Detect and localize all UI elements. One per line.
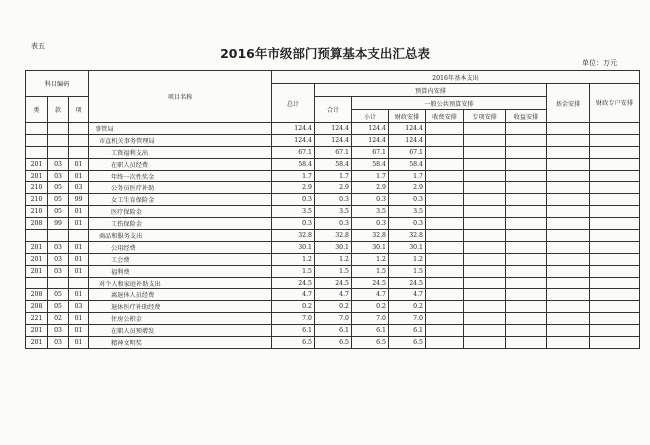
- table-row: [26, 170, 640, 182]
- cell-special: [464, 194, 506, 206]
- cell-combined-subtotal: 6.5: [315, 337, 352, 349]
- table-row: [26, 218, 640, 230]
- cell-item: 01: [69, 158, 89, 170]
- cell-section: [48, 277, 69, 289]
- cell-item: 03: [69, 182, 89, 194]
- cell-section: 03: [48, 158, 69, 170]
- cell-fiscal-special-account: [590, 325, 640, 337]
- cell-total: 67.1: [272, 146, 315, 158]
- cell-subtotal: 124.4: [352, 134, 389, 146]
- header-class: 类: [26, 97, 48, 123]
- cell-combined-subtotal: 24.5: [315, 277, 352, 289]
- cell-item: 01: [69, 206, 89, 218]
- cell-section: 03: [48, 170, 69, 182]
- cell-fiscal: 6.5: [389, 337, 426, 349]
- unit-label: 单位：万元: [582, 59, 617, 67]
- cell-special: [464, 123, 506, 135]
- cell-total: 3.5: [272, 206, 315, 218]
- table-row: [26, 289, 640, 301]
- cell-total: 1.7: [272, 170, 315, 182]
- cell-combined-subtotal: 0.3: [315, 194, 352, 206]
- cell-fund: [547, 182, 590, 194]
- cell-fund: [547, 277, 590, 289]
- table-row: [26, 182, 640, 194]
- cell-item-name: 住房公积金: [89, 313, 272, 325]
- cell-total: 1.2: [272, 253, 315, 265]
- cell-class: 201: [26, 241, 48, 253]
- cell-fund: [547, 206, 590, 218]
- cell-item: 01: [69, 265, 89, 277]
- cell-total: 2.9: [272, 182, 315, 194]
- cell-fund: [547, 301, 590, 313]
- cell-fiscal: 0.3: [389, 194, 426, 206]
- table-row: [26, 206, 640, 218]
- cell-section: [48, 134, 69, 146]
- cell-fiscal: 7.0: [389, 313, 426, 325]
- cell-fee: [426, 289, 464, 301]
- cell-item: [69, 277, 89, 289]
- cell-fiscal-special-account: [590, 146, 640, 158]
- cell-class: 208: [26, 289, 48, 301]
- cell-item-name: 在职人员经费: [89, 158, 272, 170]
- cell-combined-subtotal: 124.4: [315, 134, 352, 146]
- cell-class: 210: [26, 182, 48, 194]
- cell-section: 03: [48, 337, 69, 349]
- cell-item-name: 工伤保险金: [89, 218, 272, 230]
- cell-item-name: 工会费: [89, 253, 272, 265]
- cell-fiscal: 1.2: [389, 253, 426, 265]
- cell-subtotal: 1.2: [352, 253, 389, 265]
- cell-class: [26, 146, 48, 158]
- table-row: [26, 230, 640, 242]
- cell-revenue: [506, 265, 547, 277]
- cell-subtotal: 6.1: [352, 325, 389, 337]
- cell-section: 99: [48, 218, 69, 230]
- header-fiscal-special-account: 财政专户安排: [590, 84, 640, 123]
- cell-combined-subtotal: 1.5: [315, 265, 352, 277]
- cell-fund: [547, 313, 590, 325]
- cell-fee: [426, 123, 464, 135]
- cell-revenue: [506, 123, 547, 135]
- cell-revenue: [506, 325, 547, 337]
- cell-item: 01: [69, 313, 89, 325]
- cell-fee: [426, 301, 464, 313]
- cell-section: 02: [48, 313, 69, 325]
- table-row: [26, 313, 640, 325]
- cell-special: [464, 289, 506, 301]
- cell-fiscal: 32.8: [389, 230, 426, 242]
- header-subtotal: 小计: [352, 110, 389, 123]
- cell-revenue: [506, 289, 547, 301]
- cell-revenue: [506, 277, 547, 289]
- cell-combined-subtotal: 32.8: [315, 230, 352, 242]
- cell-combined-subtotal: 67.1: [315, 146, 352, 158]
- cell-item: 01: [69, 170, 89, 182]
- cell-special: [464, 301, 506, 313]
- cell-special: [464, 230, 506, 242]
- cell-fund: [547, 170, 590, 182]
- cell-fiscal: 0.2: [389, 301, 426, 313]
- cell-fiscal: 2.9: [389, 182, 426, 194]
- cell-fee: [426, 134, 464, 146]
- cell-fund: [547, 230, 590, 242]
- cell-special: [464, 170, 506, 182]
- cell-item-name: 年终一次性奖金: [89, 170, 272, 182]
- cell-fund: [547, 194, 590, 206]
- cell-revenue: [506, 301, 547, 313]
- cell-combined-subtotal: 0.2: [315, 301, 352, 313]
- header-fee: 收费安排: [426, 110, 464, 123]
- table-row: [26, 253, 640, 265]
- cell-subtotal: 3.5: [352, 206, 389, 218]
- cell-section: 03: [48, 265, 69, 277]
- cell-subtotal: 30.1: [352, 241, 389, 253]
- cell-special: [464, 182, 506, 194]
- cell-subtotal: 0.3: [352, 194, 389, 206]
- cell-item: 01: [69, 253, 89, 265]
- cell-special: [464, 277, 506, 289]
- cell-revenue: [506, 170, 547, 182]
- cell-special: [464, 134, 506, 146]
- cell-fee: [426, 253, 464, 265]
- cell-fiscal-special-account: [590, 170, 640, 182]
- cell-item: 01: [69, 337, 89, 349]
- header-fiscal: 财政安排: [389, 110, 426, 123]
- cell-section: 05: [48, 194, 69, 206]
- cell-fiscal-special-account: [590, 289, 640, 301]
- cell-combined-subtotal: 124.4: [315, 123, 352, 135]
- cell-total: 7.0: [272, 313, 315, 325]
- header-subject-code: 科目编码: [26, 71, 89, 97]
- cell-special: [464, 241, 506, 253]
- cell-revenue: [506, 253, 547, 265]
- cell-special: [464, 218, 506, 230]
- cell-fee: [426, 182, 464, 194]
- cell-subtotal: 58.4: [352, 158, 389, 170]
- cell-fund: [547, 253, 590, 265]
- cell-combined-subtotal: 1.2: [315, 253, 352, 265]
- cell-fund: [547, 337, 590, 349]
- cell-item-name: 事管局: [89, 123, 272, 135]
- cell-combined-subtotal: 30.1: [315, 241, 352, 253]
- header-total: 总计: [272, 84, 315, 123]
- cell-item: 01: [69, 218, 89, 230]
- cell-subtotal: 124.4: [352, 123, 389, 135]
- cell-item-name: 女工生育保险金: [89, 194, 272, 206]
- cell-total: 0.3: [272, 194, 315, 206]
- cell-subtotal: 1.7: [352, 170, 389, 182]
- cell-combined-subtotal: 7.0: [315, 313, 352, 325]
- cell-combined-subtotal: 4.7: [315, 289, 352, 301]
- cell-item-name: 工资福利支出: [89, 146, 272, 158]
- cell-fund: [547, 241, 590, 253]
- cell-total: 0.3: [272, 218, 315, 230]
- cell-section: 03: [48, 325, 69, 337]
- cell-fee: [426, 337, 464, 349]
- cell-revenue: [506, 337, 547, 349]
- cell-item: [69, 123, 89, 135]
- cell-total: 4.7: [272, 289, 315, 301]
- table-label: 表五: [31, 42, 45, 50]
- cell-revenue: [506, 230, 547, 242]
- cell-subtotal: 24.5: [352, 277, 389, 289]
- cell-fee: [426, 241, 464, 253]
- cell-section: 03: [48, 253, 69, 265]
- cell-total: 24.5: [272, 277, 315, 289]
- cell-fee: [426, 206, 464, 218]
- cell-class: 208: [26, 301, 48, 313]
- cell-section: [48, 123, 69, 135]
- cell-item-name: 市直机关事务管理局: [89, 134, 272, 146]
- cell-fee: [426, 170, 464, 182]
- cell-special: [464, 325, 506, 337]
- cell-section: 03: [48, 241, 69, 253]
- cell-item: 01: [69, 325, 89, 337]
- cell-fiscal-special-account: [590, 182, 640, 194]
- cell-fiscal-special-account: [590, 337, 640, 349]
- cell-fee: [426, 218, 464, 230]
- cell-item-name: 商品和服务支出: [89, 230, 272, 242]
- cell-class: [26, 134, 48, 146]
- cell-subtotal: 32.8: [352, 230, 389, 242]
- cell-class: 210: [26, 206, 48, 218]
- cell-fiscal: 1.7: [389, 170, 426, 182]
- cell-fiscal-special-account: [590, 218, 640, 230]
- cell-class: 201: [26, 170, 48, 182]
- cell-revenue: [506, 182, 547, 194]
- cell-subtotal: 0.2: [352, 301, 389, 313]
- cell-fiscal-special-account: [590, 123, 640, 135]
- header-subtotal-combined: 合计: [315, 97, 352, 123]
- cell-fee: [426, 325, 464, 337]
- cell-item-name: 福利费: [89, 265, 272, 277]
- table-row: [26, 146, 640, 158]
- cell-special: [464, 206, 506, 218]
- cell-fiscal: 3.5: [389, 206, 426, 218]
- header-revenue: 收益安排: [506, 110, 547, 123]
- cell-fiscal-special-account: [590, 313, 640, 325]
- cell-fee: [426, 313, 464, 325]
- table-row: [26, 194, 640, 206]
- budget-table: [25, 70, 640, 349]
- cell-total: 124.4: [272, 123, 315, 135]
- cell-section: 05: [48, 182, 69, 194]
- cell-fiscal: 4.7: [389, 289, 426, 301]
- cell-class: [26, 277, 48, 289]
- cell-item: [69, 134, 89, 146]
- cell-section: 05: [48, 206, 69, 218]
- cell-fee: [426, 158, 464, 170]
- cell-item-name: 医疗保险金: [89, 206, 272, 218]
- table-row: [26, 301, 640, 313]
- header-within-budget: 预算内安排: [315, 84, 547, 97]
- cell-section: 05: [48, 289, 69, 301]
- cell-special: [464, 337, 506, 349]
- cell-fund: [547, 158, 590, 170]
- cell-total: 124.4: [272, 134, 315, 146]
- cell-class: 221: [26, 313, 48, 325]
- cell-fiscal: 67.1: [389, 146, 426, 158]
- cell-fee: [426, 265, 464, 277]
- cell-item-name: 公用经费: [89, 241, 272, 253]
- page-title: 2016年市级部门预算基本支出汇总表: [220, 46, 430, 61]
- cell-fiscal-special-account: [590, 253, 640, 265]
- cell-revenue: [506, 158, 547, 170]
- cell-item-name: 公务员医疗补助: [89, 182, 272, 194]
- cell-fiscal-special-account: [590, 134, 640, 146]
- cell-total: 1.5: [272, 265, 315, 277]
- cell-fiscal: 24.5: [389, 277, 426, 289]
- cell-special: [464, 158, 506, 170]
- cell-total: 0.2: [272, 301, 315, 313]
- cell-item-name: 在职人员预增发: [89, 325, 272, 337]
- header-section: 款: [48, 97, 69, 123]
- cell-fee: [426, 194, 464, 206]
- cell-class: 201: [26, 337, 48, 349]
- cell-item-name: 离退休人员经费: [89, 289, 272, 301]
- cell-special: [464, 146, 506, 158]
- cell-revenue: [506, 194, 547, 206]
- cell-section: [48, 146, 69, 158]
- cell-combined-subtotal: 2.9: [315, 182, 352, 194]
- cell-class: 201: [26, 158, 48, 170]
- cell-class: 201: [26, 253, 48, 265]
- cell-fiscal-special-account: [590, 301, 640, 313]
- cell-total: 58.4: [272, 158, 315, 170]
- cell-fund: [547, 146, 590, 158]
- cell-combined-subtotal: 6.1: [315, 325, 352, 337]
- cell-fund: [547, 123, 590, 135]
- cell-item: 03: [69, 301, 89, 313]
- cell-revenue: [506, 206, 547, 218]
- header-special: 专项安排: [464, 110, 506, 123]
- table-row: [26, 241, 640, 253]
- header-fund: 基金安排: [547, 84, 590, 123]
- cell-class: 201: [26, 325, 48, 337]
- header-year-basic: 2016年基本支出: [272, 71, 640, 84]
- cell-total: 6.1: [272, 325, 315, 337]
- cell-class: [26, 123, 48, 135]
- table-row: [26, 158, 640, 170]
- cell-revenue: [506, 313, 547, 325]
- cell-item: 01: [69, 289, 89, 301]
- cell-total: 6.5: [272, 337, 315, 349]
- table-row: [26, 277, 640, 289]
- cell-total: 32.8: [272, 230, 315, 242]
- cell-fiscal-special-account: [590, 277, 640, 289]
- cell-fiscal-special-account: [590, 194, 640, 206]
- cell-item: 99: [69, 194, 89, 206]
- cell-fiscal: 0.3: [389, 218, 426, 230]
- cell-subtotal: 7.0: [352, 313, 389, 325]
- cell-fund: [547, 289, 590, 301]
- cell-fiscal-special-account: [590, 230, 640, 242]
- cell-special: [464, 265, 506, 277]
- cell-item: 01: [69, 241, 89, 253]
- cell-revenue: [506, 218, 547, 230]
- cell-class: 210: [26, 194, 48, 206]
- cell-subtotal: 67.1: [352, 146, 389, 158]
- cell-combined-subtotal: 1.7: [315, 170, 352, 182]
- cell-revenue: [506, 134, 547, 146]
- cell-fiscal-special-account: [590, 241, 640, 253]
- cell-section: [48, 230, 69, 242]
- table-row: [26, 134, 640, 146]
- cell-subtotal: 2.9: [352, 182, 389, 194]
- cell-fiscal: 58.4: [389, 158, 426, 170]
- header-item-name: 项目名称: [89, 71, 272, 123]
- cell-combined-subtotal: 3.5: [315, 206, 352, 218]
- cell-fiscal-special-account: [590, 206, 640, 218]
- cell-class: [26, 230, 48, 242]
- cell-item: [69, 230, 89, 242]
- cell-fund: [547, 218, 590, 230]
- cell-fund: [547, 325, 590, 337]
- cell-fund: [547, 134, 590, 146]
- cell-special: [464, 313, 506, 325]
- table-row: [26, 123, 640, 135]
- cell-fund: [547, 265, 590, 277]
- cell-section: 05: [48, 301, 69, 313]
- cell-revenue: [506, 146, 547, 158]
- cell-combined-subtotal: 58.4: [315, 158, 352, 170]
- cell-fiscal-special-account: [590, 158, 640, 170]
- cell-fiscal: 124.4: [389, 123, 426, 135]
- header-general-public: 一般公共预算安排: [352, 97, 547, 110]
- cell-class: 201: [26, 265, 48, 277]
- cell-item-name: 精神文明奖: [89, 337, 272, 349]
- cell-item-name: 退休医疗补助经费: [89, 301, 272, 313]
- table-row: [26, 337, 640, 349]
- cell-subtotal: 0.3: [352, 218, 389, 230]
- cell-fiscal: 6.1: [389, 325, 426, 337]
- cell-fiscal: 124.4: [389, 134, 426, 146]
- cell-fiscal: 1.5: [389, 265, 426, 277]
- cell-fee: [426, 146, 464, 158]
- cell-special: [464, 253, 506, 265]
- table-row: [26, 325, 640, 337]
- cell-fiscal: 30.1: [389, 241, 426, 253]
- header-item: 项: [69, 97, 89, 123]
- cell-item: [69, 146, 89, 158]
- cell-fee: [426, 230, 464, 242]
- cell-subtotal: 4.7: [352, 289, 389, 301]
- cell-fiscal-special-account: [590, 265, 640, 277]
- cell-subtotal: 1.5: [352, 265, 389, 277]
- cell-combined-subtotal: 0.3: [315, 218, 352, 230]
- cell-item-name: 对个人和家庭补助支出: [89, 277, 272, 289]
- cell-class: 208: [26, 218, 48, 230]
- table-row: [26, 265, 640, 277]
- cell-total: 30.1: [272, 241, 315, 253]
- cell-subtotal: 6.5: [352, 337, 389, 349]
- cell-fee: [426, 277, 464, 289]
- cell-revenue: [506, 241, 547, 253]
